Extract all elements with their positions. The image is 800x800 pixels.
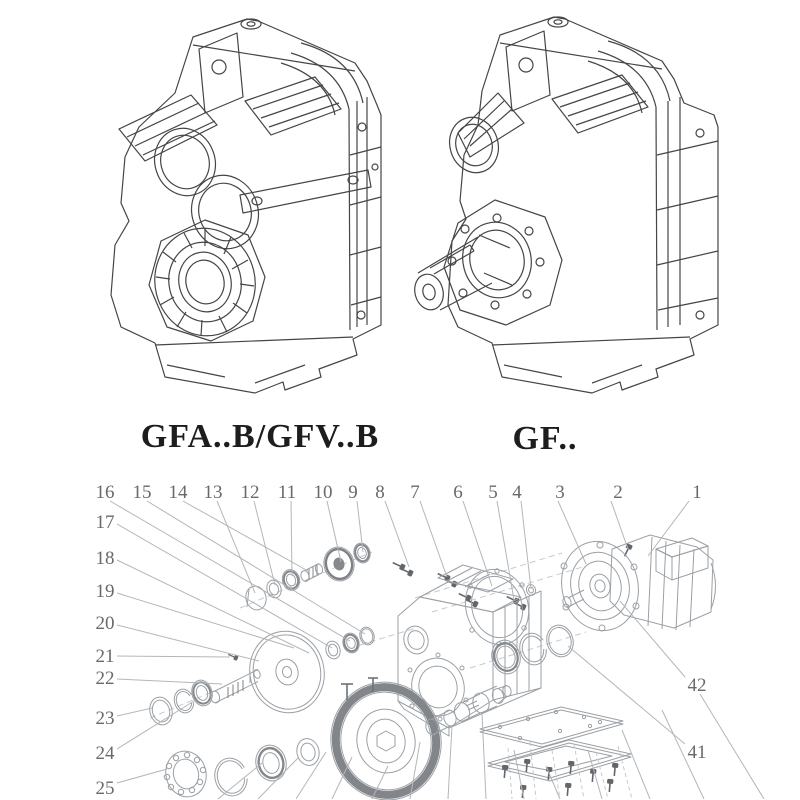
leader-line-14	[183, 501, 308, 571]
leader-line-4	[521, 501, 531, 589]
leader-line-22	[117, 679, 222, 684]
hollow-shaft-spline	[143, 218, 266, 347]
callout-13: 13	[203, 482, 223, 503]
figure-label-gf: GF..	[512, 420, 578, 457]
mounting-foot	[155, 337, 353, 345]
leader-line-41	[568, 646, 685, 744]
leader-line-7	[420, 501, 447, 577]
callout-3: 3	[555, 482, 565, 503]
lifting-plate	[199, 33, 243, 113]
gearbox-hollow-shaft-art	[111, 19, 381, 393]
callout-17: 17	[95, 512, 115, 533]
cut-leader-line	[700, 694, 764, 799]
leader-line-8	[385, 501, 409, 567]
leader-line-2	[611, 501, 628, 549]
callout-24: 24	[95, 743, 115, 764]
leader-line-17	[117, 524, 332, 648]
callout-11: 11	[277, 482, 297, 503]
callout-42: 42	[687, 675, 707, 696]
gear-bores	[146, 120, 268, 257]
callout-23: 23	[95, 708, 115, 729]
callout-18: 18	[95, 548, 115, 569]
output-flange	[444, 200, 562, 325]
callout-1: 1	[692, 482, 702, 503]
vent-plug	[548, 17, 568, 27]
input-assembly	[243, 541, 372, 612]
cut-leader-line	[448, 726, 452, 799]
callout-10: 10	[313, 482, 333, 503]
leader-line-21	[117, 656, 230, 657]
callout-25: 25	[95, 778, 115, 799]
top-beam	[193, 45, 355, 71]
motor	[552, 533, 715, 639]
leader-line-18	[117, 560, 309, 653]
vent-plug	[241, 19, 261, 29]
leader-line-19	[117, 593, 294, 648]
output-side-rings	[488, 622, 577, 677]
bottom-covers	[480, 707, 632, 799]
callout-21: 21	[95, 646, 115, 667]
leader-line-23	[117, 708, 152, 716]
callout-14: 14	[168, 482, 188, 503]
cut-leader-line	[588, 750, 602, 799]
callout-22: 22	[95, 668, 115, 689]
mounting-foot	[492, 337, 690, 345]
callout-16: 16	[95, 482, 115, 503]
callout-2: 2	[613, 482, 623, 503]
leader-line-1	[648, 501, 689, 556]
gearbox-solid-shaft-art	[411, 17, 718, 393]
leader-line-5	[497, 501, 514, 600]
callout-4: 4	[512, 482, 522, 503]
callout-19: 19	[95, 581, 115, 602]
figure-gfab-gfvb-drawing	[105, 5, 395, 395]
leader-line-15	[147, 501, 365, 634]
callout-7: 7	[410, 482, 420, 503]
callout-41: 41	[687, 742, 707, 763]
cut-leader-line	[296, 752, 326, 799]
callout-20: 20	[95, 613, 115, 634]
leader-line-42	[620, 601, 685, 677]
figure-label-gfab-gfvb: GFA..B/GFV..B	[140, 418, 380, 455]
callout-15: 15	[132, 482, 152, 503]
leader-line-16	[110, 501, 350, 641]
leader-line-25	[117, 769, 167, 783]
hex-bore	[377, 731, 395, 751]
leader-line-3	[558, 501, 586, 564]
figure-gf-drawing	[400, 5, 725, 395]
cut-leader-line	[622, 730, 650, 799]
cut-leader-line	[482, 714, 486, 799]
gear-teeth-band	[326, 678, 446, 800]
lifting-plate	[506, 31, 550, 111]
cooling-fins	[119, 95, 217, 161]
leader-line-11	[291, 501, 292, 576]
callout-5: 5	[488, 482, 498, 503]
callout-6: 6	[453, 482, 463, 503]
callout-12: 12	[240, 482, 260, 503]
exploded-parts-diagram	[0, 475, 800, 800]
exploded-part-art	[147, 533, 716, 800]
callout-8: 8	[375, 482, 385, 503]
callout-9: 9	[348, 482, 358, 503]
leader-line-24	[117, 701, 194, 749]
